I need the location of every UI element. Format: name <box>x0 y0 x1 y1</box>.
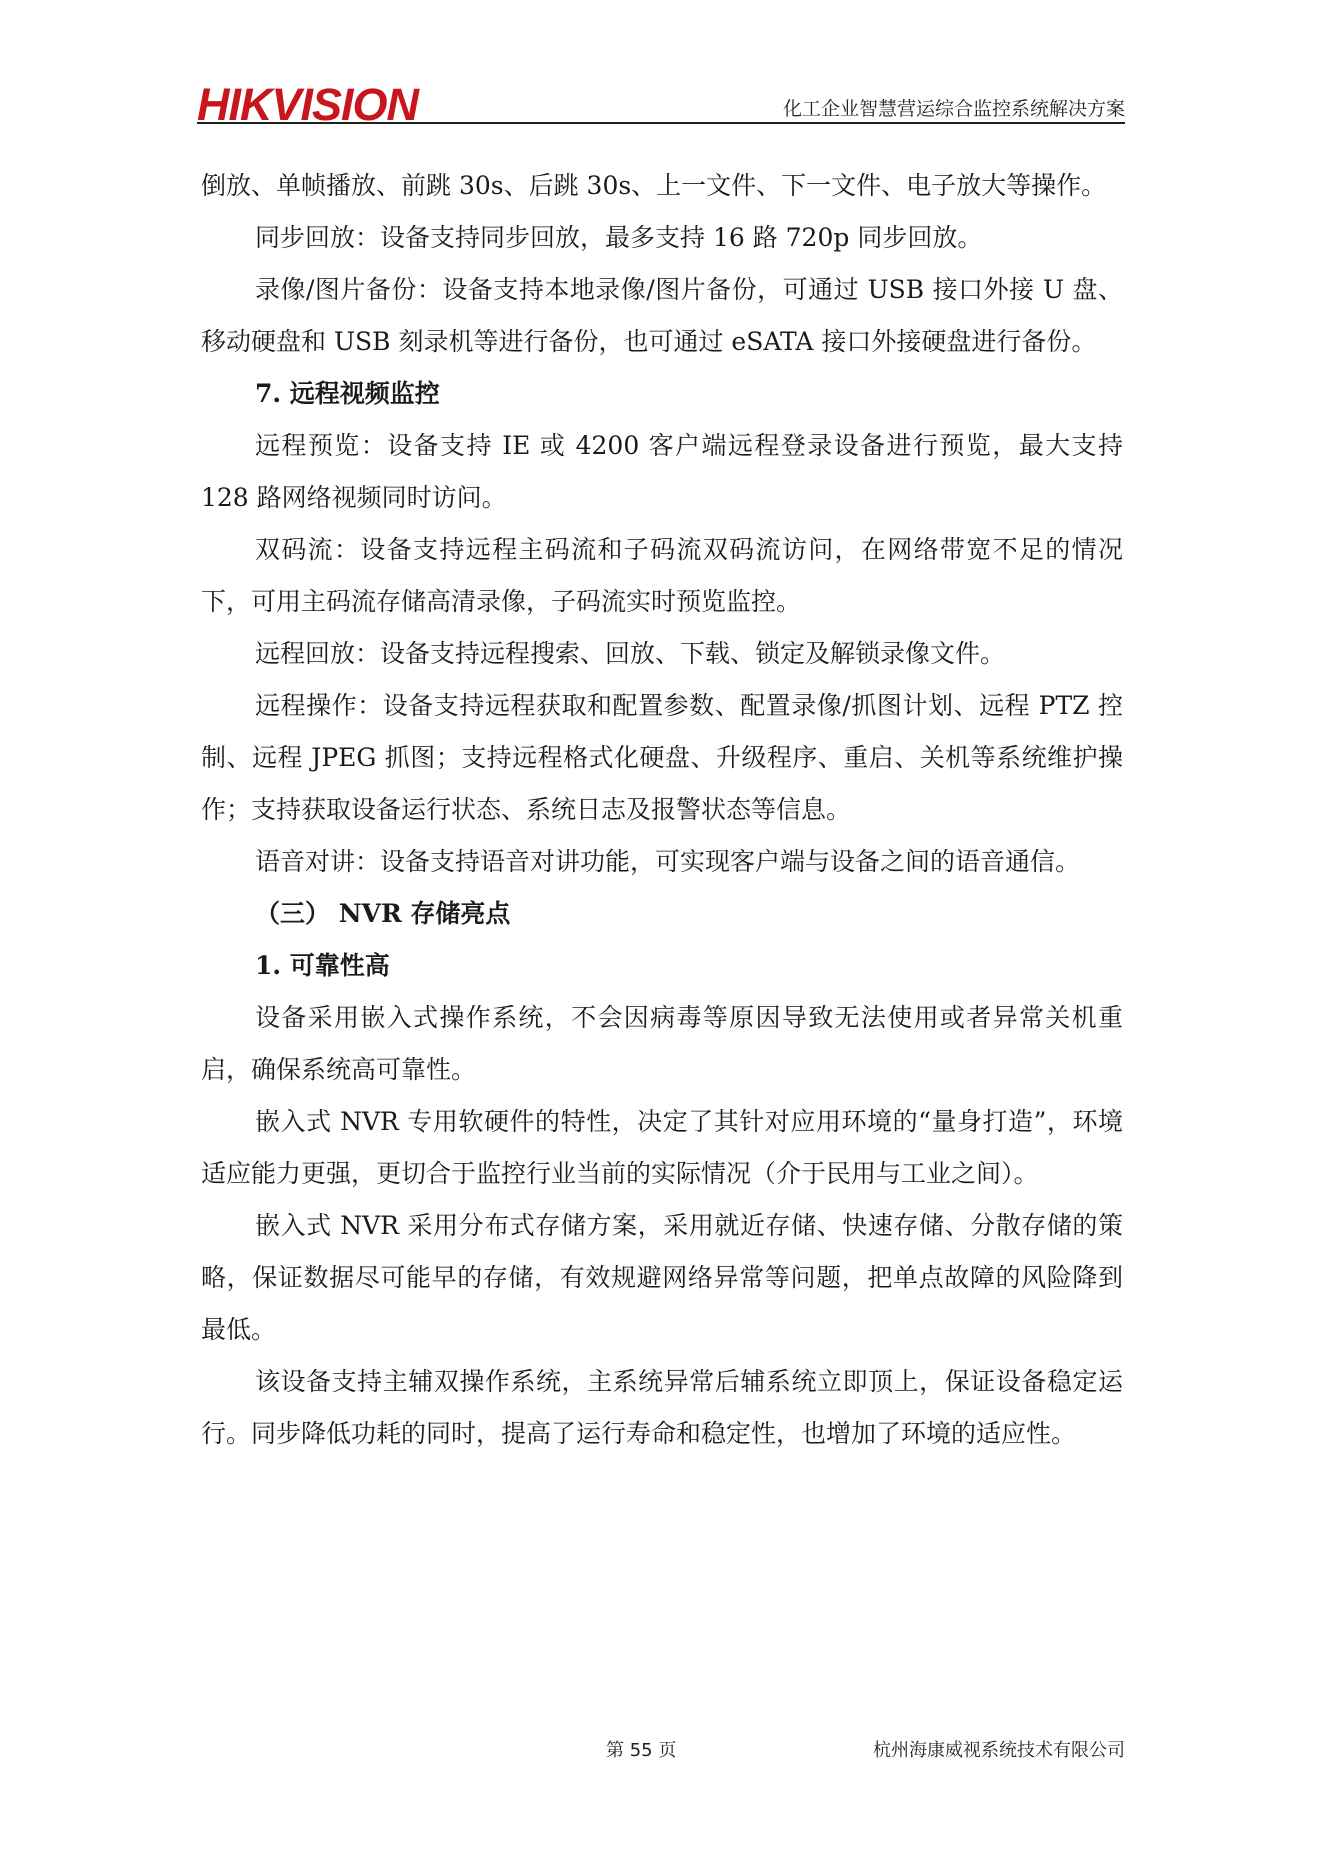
paragraph: 同步回放：设备支持同步回放，最多支持 16 路 720p 同步回放。 <box>255 223 983 252</box>
hikvision-logo: HIKVISION <box>197 79 419 130</box>
section-heading: （三） NVR 存储亮点 <box>255 899 511 928</box>
page-number: 第 55 页 <box>606 1740 677 1761</box>
paragraph: 远程操作：设备支持远程获取和配置参数、配置录像/抓图计划、远程 PTZ 控制、远程 JPEG 抓图；支持远程格式化硬盘、升级程序、重启、关机等系统维护操作；支持获取设备运行状态、系统日志及报警状态等信息。 <box>201 691 1123 824</box>
paragraph: 嵌入式 NVR 采用分布式存储方案，采用就近存储、快速存储、分散存储的策略，保证数据尽可能早的存储，有效规避网络异常等问题，把单点故障的风险降到最低。 <box>201 1211 1123 1344</box>
paragraph: 倒放、单帧播放、前跳 30s、后跳 30s、上一文件、下一文件、电子放大等操作。 <box>201 171 1107 200</box>
paragraph: 该设备支持主辅双操作系统，主系统异常后辅系统立即顶上，保证设备稳定运行。同步降低功耗的同时，提高了运行寿命和稳定性，也增加了环境的适应性。 <box>201 1367 1123 1448</box>
company-name: 杭州海康威视系统技术有限公司 <box>873 1740 1125 1761</box>
paragraph: 嵌入式 NVR 专用软硬件的特性，决定了其针对应用环境的“量身打造”，环境适应能力更强，更切合于监控行业当前的实际情况（介于民用与工业之间）。 <box>201 1107 1123 1188</box>
paragraph: 设备采用嵌入式操作系统，不会因病毒等原因导致无法使用或者异常关机重启，确保系统高可靠性。 <box>201 1003 1123 1084</box>
paragraph: 录像/图片备份：设备支持本地录像/图片备份，可通过 USB 接口外接 U 盘、移动硬盘和 USB 刻录机等进行备份，也可通过 eSATA 接口外接硬盘进行备份。 <box>201 275 1123 356</box>
paragraph: 远程预览：设备支持 IE 或 4200 客户端远程登录设备进行预览，最大支持 128 路网络视频同时访问。 <box>201 431 1123 512</box>
paragraph: 远程回放：设备支持远程搜索、回放、下载、锁定及解锁录像文件。 <box>255 639 1006 668</box>
section-heading: 7. 远程视频监控 <box>255 379 440 408</box>
document-title: 化工企业智慧营运综合监控系统解决方案 <box>782 98 1125 120</box>
paragraph: 双码流：设备支持远程主码流和子码流双码流访问，在网络带宽不足的情况下，可用主码流存储高清录像，子码流实时预览监控。 <box>201 535 1123 616</box>
subsection-heading: 1. 可靠性高 <box>255 951 390 980</box>
header-divider <box>197 122 1125 124</box>
document-body <box>201 160 1123 1460</box>
paragraph: 语音对讲：设备支持语音对讲功能，可实现客户端与设备之间的语音通信。 <box>255 847 1081 876</box>
